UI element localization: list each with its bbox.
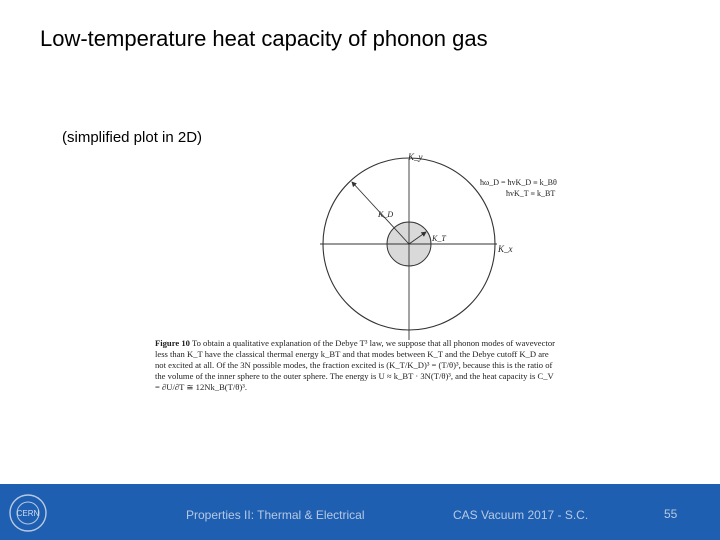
cern-logo-text: CERN — [16, 509, 40, 518]
figure-caption — [155, 338, 559, 393]
axis-y-label: K_y — [408, 152, 423, 162]
debye-diagram — [152, 140, 562, 340]
equation-thermal-cutoff: ħvK_T ≡ k_BT — [506, 189, 556, 198]
page-number: 55 — [664, 507, 678, 521]
outer-radius-label: K_D — [378, 210, 394, 219]
footer-bar — [0, 484, 720, 540]
slide-title: Low-temperature heat capacity of phonon gas — [40, 26, 488, 51]
slide-subtitle: (simplified plot in 2D) — [62, 129, 203, 146]
debye-sphere-figure — [152, 140, 562, 420]
equation-debye-cutoff: ħω_D = ħvK_D ≡ k_Bθ — [480, 178, 557, 187]
inner-radius-label: K_T — [432, 234, 446, 243]
cern-logo — [8, 493, 48, 533]
caption-text: To obtain a qualitative explanation of the Debye T³ law, we suppose that all phonon modes of wavevector less than K_T have the classical thermal energy k_BT and that modes between K_T and the Debye cutoff K_D are not excited at all. Of the 3N possible modes, the fraction excited is (K_T/K_D)³ = (T/θ)³, because this is the ratio of the volume of the inner sphere to the outer sphere. The energy is U ≈ k_BT · 3N(T/θ)³, and the heat capacity is C_V = ∂U/∂T ≅ 12Nk_B(T/θ)³. — [155, 338, 555, 392]
footer-right-text: CAS Vacuum 2017 - S.C. — [453, 508, 589, 522]
footer-center-text: Properties II: Thermal & Electrical — [186, 508, 365, 522]
caption-label: Figure 10 — [155, 338, 190, 348]
axis-x-label: K_x — [498, 244, 513, 254]
